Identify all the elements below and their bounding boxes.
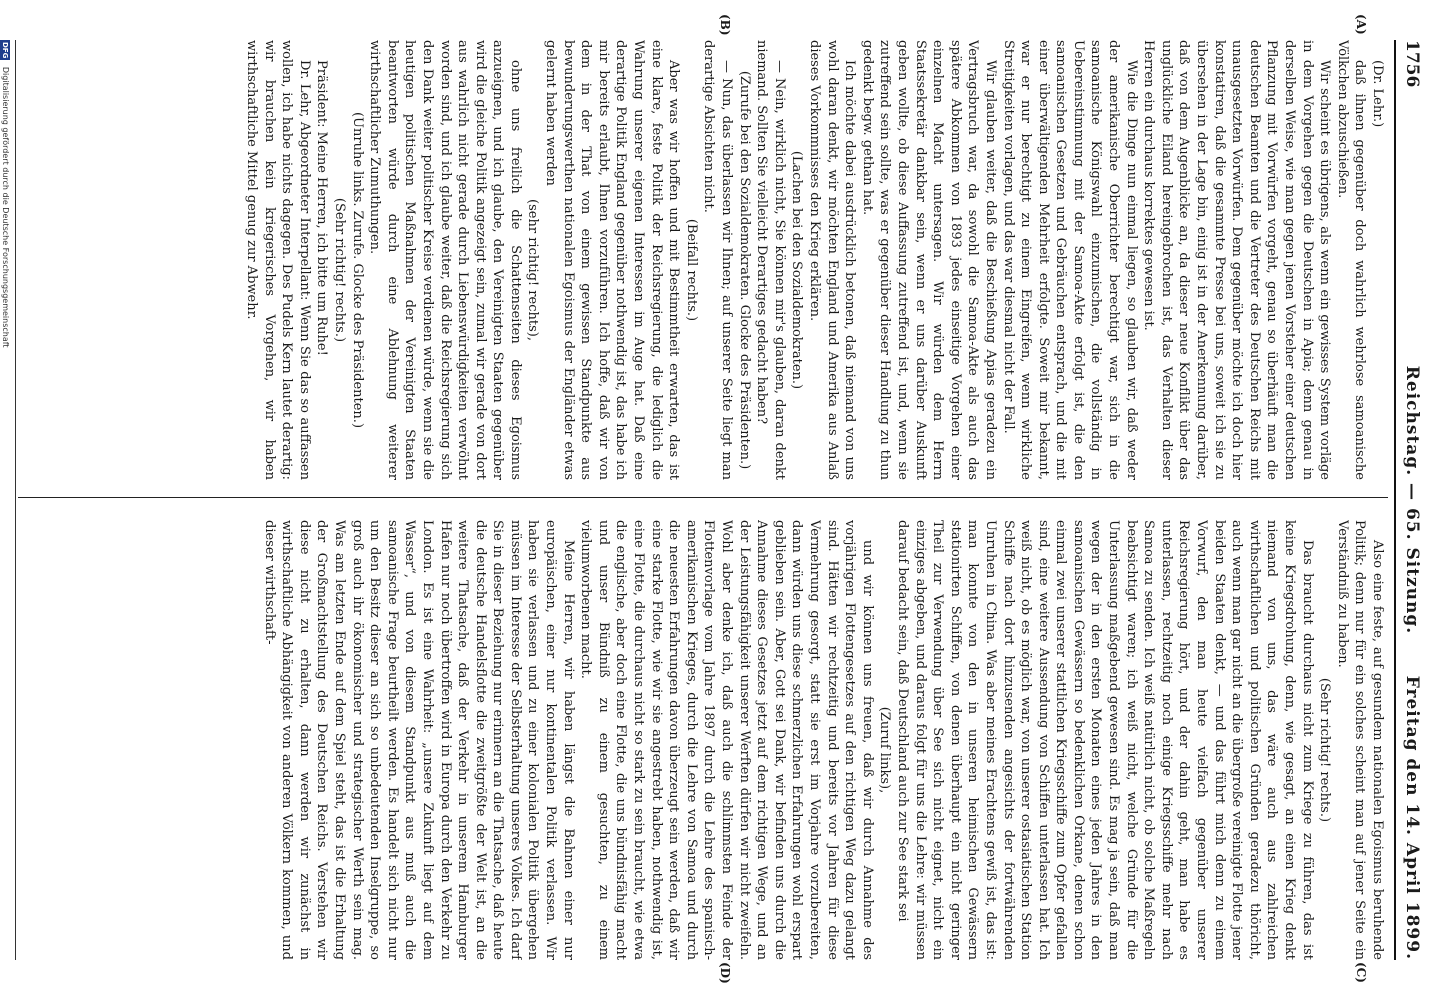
paragraph: Das braucht durchaus nicht zum Kriege zu führen, das ist keine Kriegsdrohung, denn, wie gesagt, an einen Krieg denkt niemand von uns, das wäre auch aus zahlreichen wirthschaftlichen und politischen Gründen geradezu thöricht, auch wenn man gar nicht an die übergroße vereinigte Flotte jener beiden Staaten denkt, — und das führt mich denn zu einem Vorwurf, den man heute vielfach gegenüber unserer Reichsregierung hört, und der dahin geht, man habe es unterlassen, rechtzeitig noch einige Kriegsschiffe mehr nach Samoa zu senden. Ich weiß natürlich nicht, ob solche Maßregeln beabsichtigt waren; ich weiß nicht, welche Gründe für die Unterlassung maßgebend gewesen sind. Es mag ja sein, daß man wegen der in den ersten Monaten eines jeden Jahres in den samoanischen Gewässern so bedenklichen Orkane, denen schon einmal zwei unserer stattlichen Kriegsschiffe zum Opfer gefallen sind, eine weitere Aussendung von Schiffen unterlassen hat. Ich weiß nicht, ob es möglich war, von unserer ostasiatischen Station Schiffe nach dort hinzusenden angesichts der fortwährenden Unruhen in China. Was aber meines Erachtens gewiß ist, das ist: man konnte von den in unseren heimischen Gewässern stationirten Schiffen, von denen überhaupt ein nicht geringer Theil zur Verwendung über See sich nicht eignet, nicht ein einziges abgeben, und daraus folgt für uns die Lehre: wir müssen darauf bedacht sein, daß Deutschland auch zur See stark sei [894,520,1315,960]
interjection: (Zurufe bei den Sozialdemokraten. Glocke des Präsidenten.) [736,70,752,470]
paragraph: ohne uns freilich die Schattenseiten dieses Egoismus anzueignen, und ich glaube, den Vereinigten Staaten gegenüber wird die gleiche Politik angezeigt sein, zumal wir gerade von dort aus wahrlich nicht gerade durch Liebenswürdigkeiten verwöhnt worden sind, und ich glaube weiter, daß die Reichsregierung sich den Dank weiter politischer Kreise verdienen würde, wenn sie die heutigen politischen Maßnahmen der Vereinigten Staaten beantworten würde durch eine Ablehnung weiterer wirthschaftlicher Zumuthungen. [367,40,523,480]
page-number: 1756 [1402,40,1422,88]
column-divider [18,497,1388,498]
paragraph: Aber was wir hoffen und mit Bestimmtheit erwarten, das ist eine klare, feste Politik der Reichsregierung, die lediglich die Wahrung unserer eigenen Interessen im Auge hat. Daß eine derartige Politik England gegenüber nothwendig ist, das habe ich mir bereits erlaubt, Ihnen vorzuführen. Ich hoffe, daß wir von dem in der That von einem gewissen Standpunkte aus bewunderungswerthen nationalen Egoismus der Engländer etwas gelernt haben werden [543,40,682,480]
paragraph: Wir scheint es übrigens, als wenn ein gewisses System vorläge in dem Vorgehen gegen die Deutschen in Apia; denn genau in derselben Weise, wie man gegen jenen Vorsteher einer deutschen Pflanzung mit Vorwürfen vorgeht, genau so überhäuft man die deutschen Beamten und die Vertreter des Deutschen Reichs mit unausgesetzten Vorwürfen. Dem gegenüber möchte ich doch hier konstatiren, daß die gesammte Presse bei uns, soweit ich sie zu übersehen in der Lage bin, einig ist in der Anerkennung darüber, daß von dem Augenblicke an, da dieser neue Konflikt über das unglückliche Eiland hereingebrochen ist, das Verhalten dieser Herren ein durchaus korrektes gewesen ist. [1141,40,1333,480]
margin-marker-a: (A) [1354,14,1368,35]
session-date: Freitag den 14. April 1899. [1402,675,1422,960]
paragraph: Wie die Dinge nun einmal liegen, so glauben wir, daß weder der amerikanische Oberrichter berechtigt war, sich in die samoanische Königswahl einzumischen, die vollständig in Uebereinstimmung mit der Samoa-Akte erfolgt ist, die den samoanischen Gesetzen und Gebräuchen entsprach, und die mit einer überwältigenden Mehrheit erfolgte. Soweit mir bekannt, war er nur berechtigt zu einem Eingreifen, wenn wirkliche Streitigkeiten vorlagen, und das war diesmal nicht der Fall. [1000,40,1139,480]
speaker-line: Präsident: Meine Herren, ich bitte um Ruhe! [314,60,330,356]
margin-marker-b: (B) [718,14,732,36]
interjection: (Sehr richtig! rechts.) [331,197,347,343]
margin-marker-c: (C) [1354,962,1368,983]
interjection: (Unruhe links. Zurufe. Glocke des Präsidenten.) [349,111,365,429]
left-column-body [242,40,1386,480]
interjection: (Sehr richtig! rechts.) [1317,677,1333,823]
paragraph: Dr. Lehr, Abgeordneter Interpellant: Wenn Sie das so auffassen wollen, ich habe nichts dagegen. Des Pudels Kern lautet derartig: wir brauchen kein kriegerisches Vorgehen, wir haben wirthschaftliche Mittel genug zur Abwehr. [244,40,312,480]
bottom-rule [15,40,16,960]
publication-title: Reichstag. — 65. Sitzung. [1402,365,1422,635]
page-header [1394,40,1426,960]
dfg-logo: DFG [1,42,9,59]
margin-marker-d: (D) [718,962,732,984]
interjection: (Zuruf links), [877,706,893,794]
paragraph: — Nun, das überlassen wir Ihnen; auf unserer Seite liegt man derartige Absichten nicht. [701,40,735,480]
left-column [26,40,1386,480]
right-column [26,520,1386,960]
speaker-line: (Dr. Lehr.) [1370,60,1385,128]
paragraph: Also eine feste, auf gesundem nationalen Egoismus beruhende Politik; denn nur für ein solches scheint man auf jener Seite ein Verständniß zu haben. [1334,520,1385,960]
digitization-note: Digitalisierung gefördert durch die Deutsche Forschungsgemeinschaft [1,66,10,348]
paragraph: Ich möchte dabei ausdrücklich betonen, daß niemand von uns wohl daran denkt, wir möchten England und Amerika aus Anlaß dieses Vorkommnisses den Krieg erklären. [807,40,858,480]
interjection: (Lachen bei den Sozialdemokraten.) [789,150,805,390]
interjection: (Beifall rechts.) [683,218,699,322]
paragraph: und wir können uns freuen, daß wir durch Annahme des vorjährigen Flottengesetzes auf den richtigen Weg dazu gelangt sind. Hätten wir rechtzeitig und bereits vor Jahren für diese Vermehrung gesorgt, statt sie erst im Vorjahre vorzubereiten, dann würden uns diese schmerzlichen Erfahrungen wohl erspart geblieben sein. Aber, Gott sei Dank, wir befinden uns durch die Annahme dieses Gesetzes jetzt auf dem richtigen Wege, und an der Leistungsfähigkeit unserer Werften dürfen wir nicht zweifeln. Wohl aber denke ich, daß auch die schlimmsten Feinde der Flottenvorlage vom Jahre 1897 durch die Lehre des spanisch-amerikanischen Krieges, durch die Lehre von Samoa und durch die neuesten Erfahrungen davon überzeugt sein werden, daß wir eine starke Flotte, wie wir sie angestrebt haben, nothwendig ist, eine Flotte, die durchaus nicht so stark zu sein braucht, wie etwa die englische, aber doch eine Flotte, die uns bündnisfähig macht und unser Bündniß zu einem gesuchten, zu einem vielumworbenen macht. [578,520,875,960]
paragraph: daß ihnen gegenüber doch wahrlich wehrlose samoanische Völkchen abzuschießen. [1334,40,1368,480]
paragraph: Wir glauben weiter, daß die Beschießung Apias geradezu ein Vertragsbruch war, da sowohl die Samoa-Akte als auch das spätere Abkommen von 1893 jedes einseitige Vorgehen einer einzelnen Macht untersagen. Wir würden dem Herrn Staatssekretär dankbar sein, wenn er uns darüber Auskunft geben wollte, ob diese Auffassung zutreffend ist, und, wenn sie zutreffend sein sollte, was er gegenüber dieser Handlung zu thun gedenkt begw. gethan hat. [859,40,998,480]
interjection: (sehr richtig! rechts), [525,199,541,341]
paragraph: — Nein, wirklich nicht, Sie können mir's glauben, daran denkt niemand. Sollten Sie vielleicht Derartiges gedacht haben? [754,40,787,480]
paragraph: Meine Herren, wir haben längst die Bahnen einer nur europäischen, einer nur kontinentalen Politik verlassen. Wir haben sie verlassen und zu einer kolonialen Politik übergehen müssen im Interesse der Selbsterhaltung unseres Volkes. Ich darf Sie in dieser Beziehung nur erinnern an die Thatsache, daß heute die deutsche Handelsflotte die zweitgrößte der Welt ist, an die weitere Thatsache, daß der Verkehr in unserem Hamburger Hafen nur noch übertroffen wird in Europa durch den Verkehr zu London. Es ist eine Wahrheit: „unsere Zukunft liegt auf dem Wasser“, und von diesem Standpunkt aus muß auch die samoanische Frage beurtheilt werden. Es handelt sich nicht nur um den Besitz dieser an sich so unbedeutenden Inselgruppe, so groß auch ihr ökonomischer und strategischer Werth sein mag. Was am letzten Ende auf dem Spiel steht, das ist die Erhaltung der Großmachtstellung des Deutschen Reichs. Verstehen wir diese nicht zu erhalten, dann werden wir zunächst in wirthschaftliche Abhängigkeit von anderen Völkern kommen, und dieser wirthschaft- [261,520,576,960]
digitization-footer [0,40,10,960]
right-column-body [260,520,1386,960]
